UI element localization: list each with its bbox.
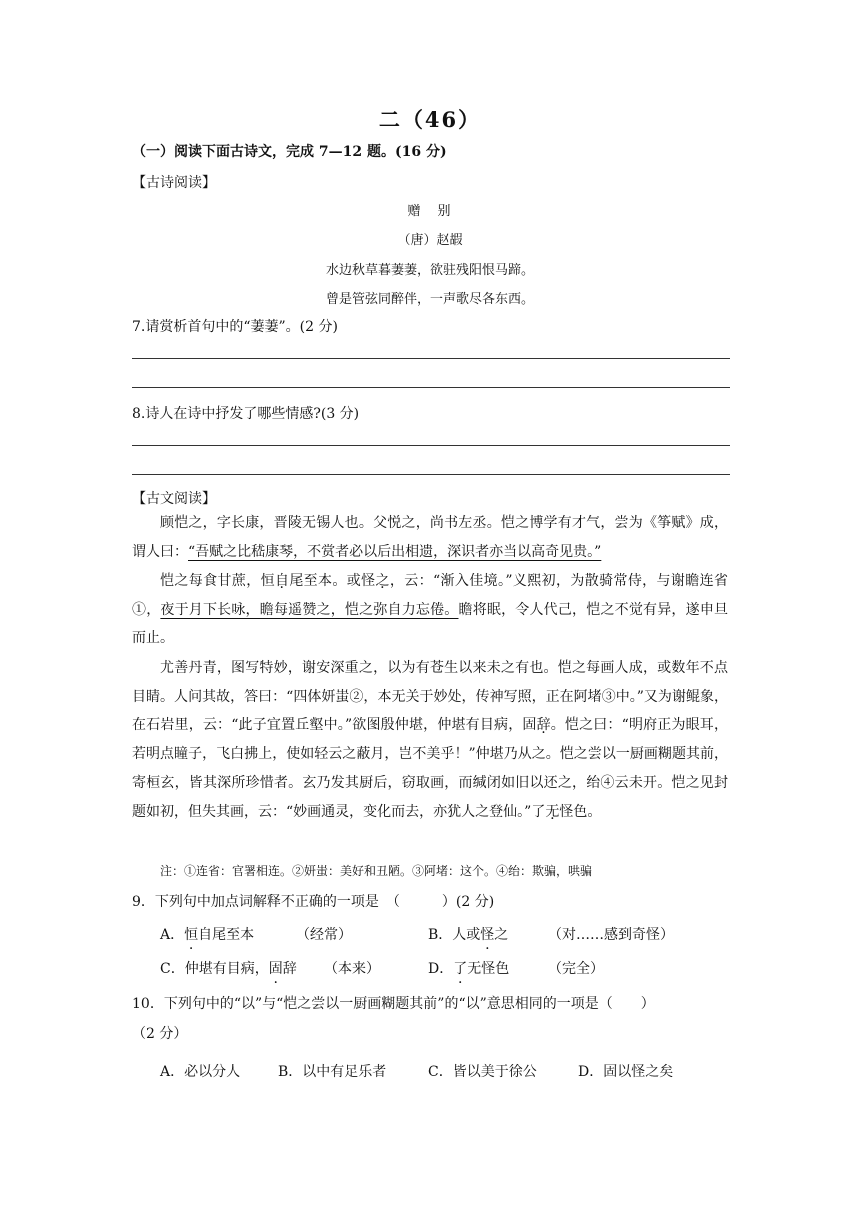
poem-line-2: 曾是管弦同醉伴，一声歌尽各东西。 bbox=[325, 292, 534, 307]
q9-b-text: 之 bbox=[494, 927, 509, 943]
q9-a-dotted: 恒 bbox=[184, 927, 199, 943]
q10-option-a[interactable]: A．必以分人 bbox=[160, 1064, 241, 1080]
footnotes: 注：①连省：官署相连。②妍蚩：美好和丑陋。③阿堵：这个。④绐：欺骗，哄骗 bbox=[160, 864, 593, 878]
p2-text-e: 之，云：“渐入佳境。”义熙初，为散骑常侍，与谢瞻连省①， bbox=[132, 573, 729, 618]
p1-text: 顾恺之，字长康，晋陵无锡人也。父悦之，尚书左丞。恺之博学有才气，尝为《筝赋》成，谓人曰： bbox=[132, 515, 728, 560]
prose-paragraph-2 bbox=[132, 567, 728, 653]
poem-author: （唐）赵嘏 bbox=[397, 233, 463, 248]
q9-option-a[interactable] bbox=[160, 924, 254, 944]
q9-b-prefix: B．人或 bbox=[428, 927, 481, 943]
q9-option-c-gloss: （本来） bbox=[324, 961, 380, 977]
prose-label: 【古文阅读】 bbox=[132, 491, 216, 507]
p2-dotted-guai: 怪 . bbox=[361, 573, 375, 589]
q9-a-text: 自尾至本 bbox=[198, 927, 255, 943]
poem-title: 赠 别 bbox=[407, 204, 453, 219]
q9-option-c[interactable] bbox=[160, 958, 297, 978]
p3-text-c: 辞。恺之曰：“明府正为眼耳，若明点瞳子，飞白拂上，使如轻云之蔽月，岂不美乎！”仲堪乃从之。恺之尝以一厨画糊题其前，寄桓玄，皆其深所珍惜者。玄乃发其厨后，窃取画，而缄闭如旧以还之，绐④云未开。恺之见封题如初，但失其画，云：“妙画通灵，变化而去，亦犹人之登仙。” bbox=[132, 717, 728, 820]
q9-option-d-gloss: （完全） bbox=[548, 961, 604, 977]
q9-d-text: 无怪色 bbox=[467, 961, 510, 977]
q9-option-b-gloss: （对……感到奇怪） bbox=[548, 927, 674, 943]
q9-b-dotted: 怪 bbox=[480, 927, 495, 943]
question-10-stem: 10．下列句中的“以”与“恺之尝以一厨画糊题其前”的“以”意思相同的一项是（ ） bbox=[132, 996, 655, 1012]
q9-d-dotted: 了 bbox=[453, 961, 468, 977]
question-9-stem: 9．下列句中加点词解释不正确的一项是 （ ）(2 分) bbox=[132, 894, 495, 910]
question-8: 8.诗人在诗中抒发了哪些情感?(3 分) bbox=[132, 406, 360, 422]
p3-dotted-gu: 固 . bbox=[522, 717, 536, 733]
p3-text-a: 尤善丹青，图写特妙，谢安深重之，以为有苍生以来未之有也。恺之每画人成，或数年不点目睛。人问其故，答曰：“四体妍蚩②，本无关于妙处，传神写照，正在阿堵③中。”又为谢鲲象，在石岩里，云：“此子宜置丘壑中。”欲图殷仲堪，仲堪有目病， bbox=[132, 660, 728, 734]
q9-d-prefix: D． bbox=[428, 961, 454, 977]
p3-text-e: 无怪色。 bbox=[545, 803, 602, 820]
q10-option-b[interactable]: B．以中有足乐者 bbox=[278, 1064, 387, 1080]
poetry-label: 【古诗阅读】 bbox=[132, 175, 216, 191]
q9-option-a-gloss: （经常） bbox=[296, 927, 352, 943]
answer-line-8b[interactable] bbox=[132, 474, 730, 475]
q10-option-c[interactable]: C．皆以美于徐公 bbox=[428, 1064, 537, 1080]
answer-line-7a[interactable] bbox=[132, 358, 730, 359]
answer-line-8a[interactable] bbox=[132, 445, 730, 446]
question-10-score: （2 分） bbox=[132, 1026, 188, 1042]
q9-option-d[interactable] bbox=[428, 958, 509, 978]
p2-text-a: 恺之每食甘蔗， bbox=[160, 573, 261, 589]
q10-option-d[interactable]: D．固以怪之矣 bbox=[578, 1064, 674, 1080]
q9-c-dotted: 固 bbox=[268, 961, 283, 977]
prose-paragraph-1 bbox=[132, 509, 728, 566]
question-7: 7.请赏析首句中的“萋萋”。(2 分) bbox=[132, 319, 338, 335]
prose-paragraph-3 bbox=[132, 654, 728, 826]
p2-text-g: 瞻将眠，令人代己，恺之不觉有异，遂申旦而止。 bbox=[132, 601, 729, 647]
p2-text-c: 自尾至本。或 bbox=[274, 573, 362, 589]
answer-line-7b[interactable] bbox=[132, 387, 730, 388]
q9-option-b[interactable] bbox=[428, 924, 508, 944]
poem-line-1: 水边秋草暮萋萋，欲驻残阳恨马蹄。 bbox=[325, 263, 534, 278]
q9-c-prefix: C．仲堪有目病， bbox=[160, 961, 269, 977]
p3-dotted-liao: 了 . bbox=[531, 804, 545, 820]
p1-underlined-quote: “吾赋之比嵇康琴，不赏者必以后出相遗，深识者亦当以高奇见贵。” bbox=[188, 543, 602, 560]
p2-underlined-sentence: 夜于月下长咏，瞻每遥赞之，恺之弥自力忘倦。 bbox=[160, 601, 459, 618]
page-title: 二（46） bbox=[378, 107, 482, 132]
q9-c-text: 辞 bbox=[282, 961, 297, 977]
p2-dotted-heng: 恒 . bbox=[261, 573, 275, 589]
q9-a-prefix: A． bbox=[160, 927, 185, 943]
section-heading: （一）阅读下面古诗文，完成 7—12 题。(16 分) bbox=[132, 144, 447, 160]
